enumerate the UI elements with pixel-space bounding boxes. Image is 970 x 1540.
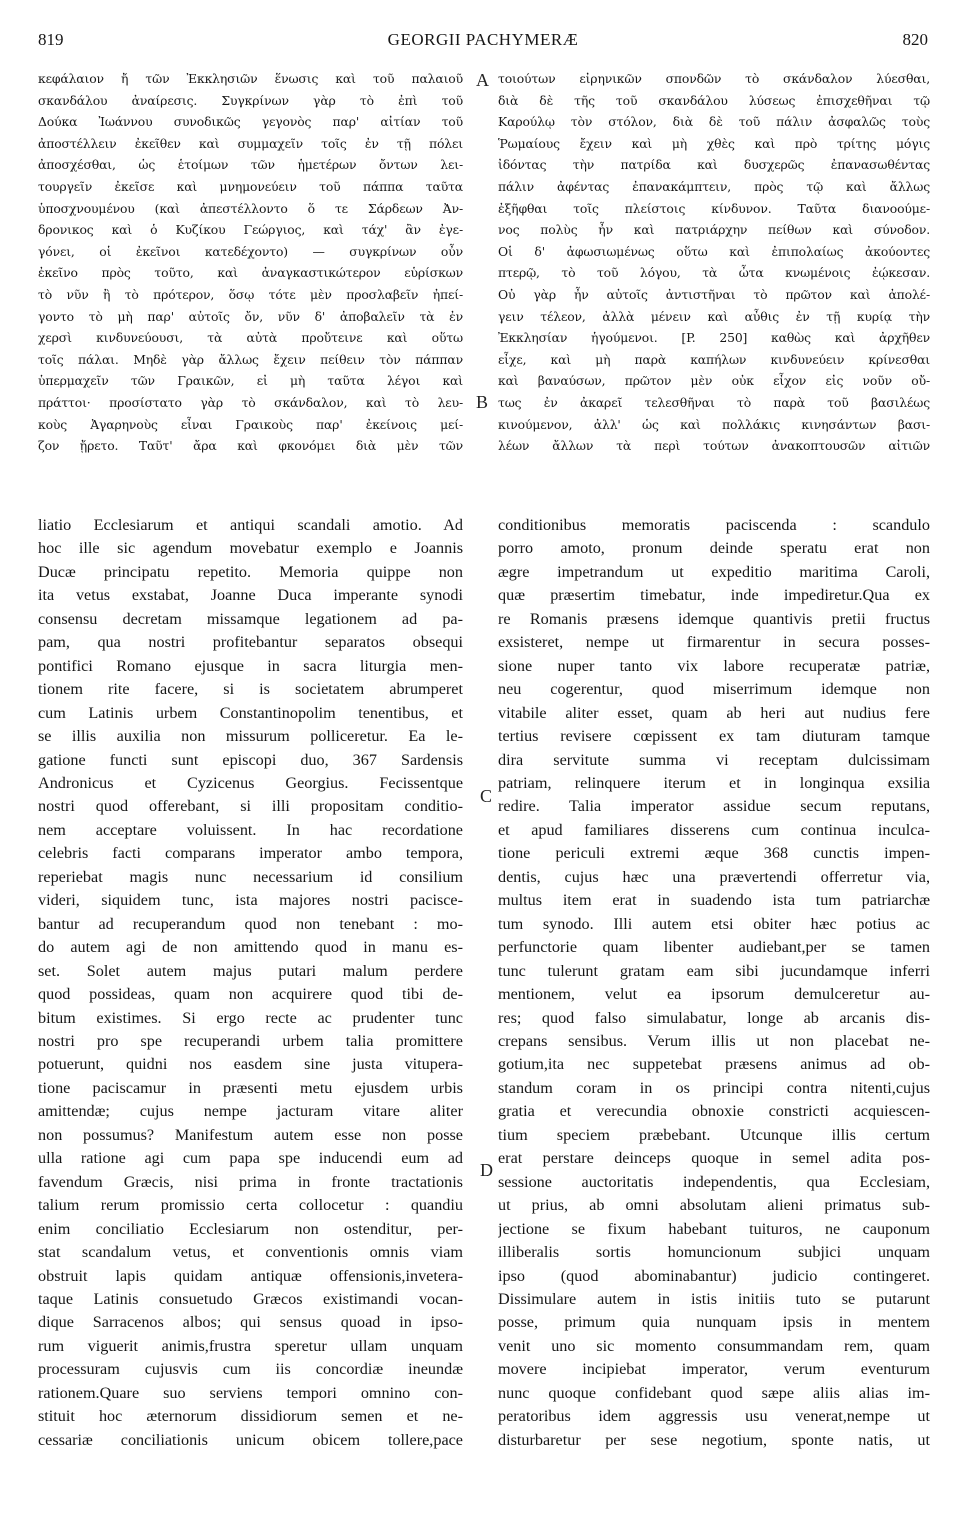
text-line: ἰδόντας τὴν πατρίδα καὶ δυσχερῶς ἐπανασωθέντας — [498, 157, 930, 173]
text-line: Ῥωμαίους ἔχειν καὶ μὴ χθὲς καὶ πρὸ τρίτης μόγις — [498, 135, 930, 151]
text-line: quod possideas, quam non acquirere quod tibi de- — [38, 985, 463, 1004]
text-line: perfunctorie quam libenter audiebant,per se tamen — [498, 938, 930, 957]
text-line: illiberalis sortis homuncionum subjici unquam — [498, 1243, 930, 1262]
text-line: νος πολὺς ἦν καὶ πατριάρχην πείθων καὶ σύνοδον. — [498, 222, 930, 238]
text-line: celebris facti comparans imperator ambo tempora, — [38, 844, 463, 863]
text-line: ægre impetrandum ut expeditio maritima Caroli, — [498, 562, 930, 581]
text-line: quæ præsertim timebatur, inde impediretur.Qua ex — [498, 586, 930, 605]
text-line: crepans sensibus. Verum illis ut non placebat ne- — [498, 1031, 930, 1050]
text-line: redire. Talia imperator assidue secum reputans, — [498, 797, 930, 816]
text-line: amittendæ; cujus nempe jacturam vitare aliter — [38, 1102, 463, 1121]
text-line: ulla ratione agi cum papa spe inducendi eum ad — [38, 1149, 463, 1168]
text-line: processuram cujusvis cum iis concordiæ ineundæ — [38, 1360, 463, 1379]
text-line: nostri pro spe recuperandi urbem talia promittere — [38, 1031, 463, 1050]
text-line: ζον ᾔρετο. Ταῦτ' ἄρα καὶ φκονόμει διὰ μὲν τῶν — [38, 438, 463, 454]
text-line: tione periculi extremi æque 368 cunctis impen- — [498, 844, 930, 863]
text-line: bitum existimes. Si ergo recte ac prudenter tunc — [38, 1008, 463, 1027]
text-line: τως ἐν ἀκαρεῖ τελεσθῆναι τὸ παρὰ τοῦ βασιλέως — [498, 394, 930, 410]
text-line: favendum Græcis, nisi prima in fronte tractationis — [38, 1172, 463, 1191]
text-line: ἐκεῖνο πρὸς τοῦτο, καὶ ἀναγκαστικώτερον εὑρίσκων — [38, 265, 463, 281]
text-line: κοὺς Ἀγαρηνοὺς εἶναι Γραικοὺς παρ' ἐκείνοις μεί- — [38, 416, 463, 432]
text-line: dique Sarracenos albos; qui sensus quoad in ipso- — [38, 1313, 463, 1332]
text-line: vitabile aliter esset, quam ab heri aut nudius fere — [498, 703, 930, 722]
text-line: εἶχε, καὶ μὴ παρὰ καπήλων κινδυνεύειν κρίνεσθαι — [498, 351, 930, 367]
text-line: taque Latinis consuetudo Græcos existimandi vocan- — [38, 1289, 463, 1308]
text-line: neu cogerentur, quod miserrimum idemque non — [498, 680, 930, 699]
text-line: ὑποσχνουμένου (καὶ ἀπεστέλλοντο ὅ τε Σάρδεων Ἀν- — [38, 200, 463, 216]
text-line: bantur ad recuperandum quod non tenebant : mo- — [38, 914, 463, 933]
text-line: stituit hoc æternorum dissidiorum semen et ne- — [38, 1407, 463, 1426]
text-line: mentionem, velut ea ipsorum demulceretur au- — [498, 985, 930, 1004]
text-line: κινούμενον, ἀλλ' ὡς καὶ πολλάκις κινησάντων βασι- — [498, 416, 930, 432]
text-line: tunc tulerunt gratam eam sibi jucundamque inferri — [498, 961, 930, 980]
running-title: GEORGII PACHYMERÆ — [387, 30, 579, 49]
text-line: Ducæ principatu repetito. Memoria quippe non — [38, 562, 463, 581]
text-line: hoc ille sic agendum movebatur exemplo e Joannis — [38, 539, 463, 558]
text-line: standum coram in os principi contra nitenti,cujus — [498, 1078, 930, 1097]
text-line: ut prius, ab omni absolutam alieni primatus sub- — [498, 1196, 930, 1215]
text-line: Καρούλῳ τὸν στόλον, διὰ δὲ τοῦ πάλιν ἀσφαλῶς τοὺς — [498, 114, 930, 130]
text-line: porro amoto, pronum deinde speratu erat non — [498, 539, 930, 558]
text-line: τουργεῖν ἐκεῖσε καὶ μνημονεύειν τοῦ πάππα ταῦτα — [38, 178, 463, 194]
text-line: nostri quod offerebant, si illi propositam conditio- — [38, 797, 463, 816]
text-line: dira servitute summa vi receptam dulcissimam — [498, 750, 930, 769]
text-line: reperiebat magis nunc necessarium id consilium — [38, 867, 463, 886]
text-line: Dissimulare autem in istis initiis tuto se putarunt — [498, 1289, 930, 1308]
margin-marker-b: B — [476, 392, 489, 412]
text-line: tione paciscamur in præsenti metu ejusdem urbis — [38, 1078, 463, 1097]
text-line: ἐξῆφθαι τοῖς πλείστοις κίνδυνον. Ταῦτα διανοούμε- — [498, 200, 930, 216]
text-line: tum synodo. Illi autem etsi obiter hæc potius ac — [498, 914, 930, 933]
text-line: τοῖς πάλαι. Μηδὲ γὰρ ἄλλως ἔχειν πείθειν τὸν πάππαν — [38, 351, 463, 367]
text-line: obstruit lapis quidam antiquæ offensionis,invetera- — [38, 1266, 463, 1285]
text-line: re Romanis præsens idemque quantivis pretii fructus — [498, 609, 930, 628]
text-line: πράττοι· προσίστατο γὰρ τὸ σκάνδαλον, καὶ τὸ λευ- — [38, 394, 463, 410]
margin-marker-a: A — [476, 70, 489, 90]
text-line: λέων ἄλλων τὰ περὶ τούτων ἀνακοπτουσῶν αἰτιῶν — [498, 438, 930, 454]
text-line: patriam, relinquere iterum et in longinqua exsilia — [498, 773, 930, 792]
text-line: Andronicus et Cyzicenus Georgius. Fecissentque — [38, 773, 463, 792]
text-line: tertius revisere cœpissent ex tam diuturam tamque — [498, 727, 930, 746]
text-line: nem acceptare voluissent. In hac recordatione — [38, 820, 463, 839]
text-line: ἀποσχέσθαι, ὡς ἑτοίμων τῶν ἡμετέρων ὄντων λει- — [38, 157, 463, 173]
text-line: pam, qua nostri profitebantur separatos obsequi — [38, 633, 463, 652]
text-line: cessariæ conciliationis unicum obicem tollere,pace — [38, 1430, 463, 1449]
text-line: τοιούτων εἰρηνικῶν σπονδῶν τὸ σκάνδαλον λύεσθαι, — [498, 71, 930, 86]
text-line: et apud familiares disserens cum continua inculca- — [498, 820, 930, 839]
text-line: sione nuper tanto vix labore recuperatæ patriæ, — [498, 656, 930, 675]
latin-text-left-column — [38, 514, 463, 1452]
text-line: cum Latinis urbem Constantinopolim tenentibus, et — [38, 703, 463, 722]
margin-marker-d: D — [480, 1160, 493, 1180]
text-line: Οἱ δ' ἀφωσιωμένως οὕτω καὶ ἐπιπολαίως ἀκούοντες — [498, 243, 930, 259]
text-line: res; quod falso simulabatur, longe ab arcanis dis- — [498, 1008, 930, 1027]
text-line: rationem.Quare suo serviens tempori omnino con- — [38, 1383, 463, 1402]
text-line: πάλιν ἀφέντας ἐπανακάμπτειν, πρὸς τῷ καὶ ἄλλως — [498, 178, 930, 194]
text-line: Ἐκκλησίαν ἡγούμενοι. [P. 250] καθὼς καὶ ἀρχῆθεν — [498, 330, 930, 346]
text-line: χερσὶ κινδυνεύουσι, τὰ αὐτὰ προὔτεινε καὶ οὕτω — [38, 330, 463, 346]
text-line: Δούκα Ἰωάννου συνοδικῶς γεγονὸς παρ' αἰτίαν τοῦ — [38, 114, 463, 130]
text-line: do autem agi de non amittendo quod in manu es- — [38, 938, 463, 957]
text-line: ἀποστέλλειν ἐκεῖθεν καὶ συμμαχεῖν τοῖς ἐν τῇ πόλει — [38, 135, 463, 151]
text-line: κεφάλαιον ἤ τῶν Ἐκκλησιῶν ἕνωσις καὶ τοῦ παλαιοῦ — [38, 71, 463, 86]
text-line: jectione se fixum habebant tuituros, ne cauponum — [498, 1219, 930, 1238]
text-line: γόνει, οἱ ἐκεῖνοι κατεδέχοντο) — συγκρίνων οὖν — [38, 243, 463, 259]
text-line: potuerunt, quidni nos easdem sine justa vitupera- — [38, 1055, 463, 1074]
text-line: dentis, cujus hæc una prævertendi offerretur via, — [498, 867, 930, 886]
text-line: nunc quoque confidebant quod sæpe aliis alias im- — [498, 1383, 930, 1402]
text-line: διὰ δὲ τῆς τοῦ σκανδάλου λύσεως ἐπισχεθῆναι τῷ — [498, 92, 930, 108]
text-line: sessione auctoritatis independentis, qua Ecclesiam, — [498, 1172, 930, 1191]
text-line: talium rerum promissio certa collocetur : quandiu — [38, 1196, 463, 1215]
text-line: movere incipiebat imperator, verum eventurum — [498, 1360, 930, 1379]
greek-text-left-column — [38, 68, 463, 457]
text-line: gatione functi sunt episcopi duo, 367 Sardensis — [38, 750, 463, 769]
text-line: ipso (quod abominabantur) judicio contingeret. — [498, 1266, 930, 1285]
text-line: σκανδάλου ἀναίρεσις. Συγκρίνων γὰρ τὸ ἐπὶ τοῦ — [38, 92, 463, 108]
text-line: disturbaretur per sese negotium, sponte natis, ut — [498, 1430, 930, 1449]
text-line: ita vetus exstabat, Joanne Duca imperante synodi — [38, 586, 463, 605]
text-line: rum viguerit animis,frustra speretur ullam unquam — [38, 1336, 463, 1355]
text-line: non possumus? Manifestum autem esse non posse — [38, 1125, 463, 1144]
text-line: gratia et verecundia obnoxie constricti acquiescen- — [498, 1102, 930, 1121]
text-line: se illis auxilia non missurum polliceretur. Ea le- — [38, 727, 463, 746]
page-number-left: 819 — [38, 30, 64, 49]
text-line: posse, primum quia nunquam ipsis in mentem — [498, 1313, 930, 1332]
text-line: pontifici Romano ejusque in sacra liturgia men- — [38, 656, 463, 675]
text-line: πτερῷ, τὸ τοῦ λόγου, τὰ ὦτα κνωμένοις ἐῴκεσαν. — [498, 265, 930, 281]
text-line: peratoribus idem aggressis usu venerat,nempe ut — [498, 1407, 930, 1426]
text-line: set. Solet autem majus putari malum perdere — [38, 961, 463, 980]
text-line: venit uno sic momento consummandam rem, quam — [498, 1336, 930, 1355]
text-line: καὶ βαναύσων, πρῶτον μὲν οὐκ εἶχον εἰς νοῦν οὔ- — [498, 373, 930, 389]
text-line: stat scandalum vetus, et conventionis omnis viam — [38, 1243, 463, 1262]
text-line: exsisteret, nempe ut firmarentur in secura posses- — [498, 633, 930, 652]
latin-text-right-column — [498, 514, 930, 1452]
running-header — [38, 30, 928, 58]
greek-text-right-column — [498, 68, 930, 457]
text-line: tionem rite facere, si is societatem abrumperet — [38, 680, 463, 699]
text-line: τὸ νῦν ἢ τὸ πρότερον, ὅσῳ τότε μὲν προσλαβεῖν ἠπεί- — [38, 286, 463, 302]
text-line: ὑπερμαχεῖν τῶν Γραικῶν, εἰ μὴ ταῦτα λέγοι καὶ — [38, 373, 463, 389]
text-line: multus item erat in suadendo ista tum patriarchæ — [498, 891, 930, 910]
text-line: γοντο τὸ μὴ παρ' αὐτοῖς ὄν, νῦν δ' ἀποβαλεῖν τὰ ἐν — [38, 308, 463, 324]
text-line: liatio Ecclesiarum et antiqui scandali amotio. Ad — [38, 516, 463, 534]
text-line: videri, siquidem tunc, ista majores nostri pacisce- — [38, 891, 463, 910]
page-number-right: 820 — [902, 30, 928, 49]
text-line: enim conciliatio Ecclesiarum non ostenditur, per- — [38, 1219, 463, 1238]
text-line: δρονικος καὶ ὁ Κυζίκου Γεώργιος, καὶ τάχ' ἂν ἐγε- — [38, 222, 463, 238]
text-line: erat perstare deinceps quoque in semel adita pos- — [498, 1149, 930, 1168]
margin-marker-c: C — [480, 786, 493, 806]
text-line: tium speciem præbebant. Utcunque illis certum — [498, 1125, 930, 1144]
text-line: gotium,ita nec suppetebat præsens animus ad ob- — [498, 1055, 930, 1074]
text-line: consensu decretam missamque legationem ad pa- — [38, 609, 463, 628]
text-line: Οὐ γὰρ ἦν αὐτοῖς ἀντιστῆναι τὸ πρῶτον καὶ ἀπολέ- — [498, 286, 930, 302]
text-line: γειν τέλεον, ἀλλὰ μένειν καὶ αὖθις ἐν τῇ κυρίᾳ τὴν — [498, 308, 930, 324]
text-line: conditionibus memoratis paciscenda : scandulo — [498, 516, 930, 534]
